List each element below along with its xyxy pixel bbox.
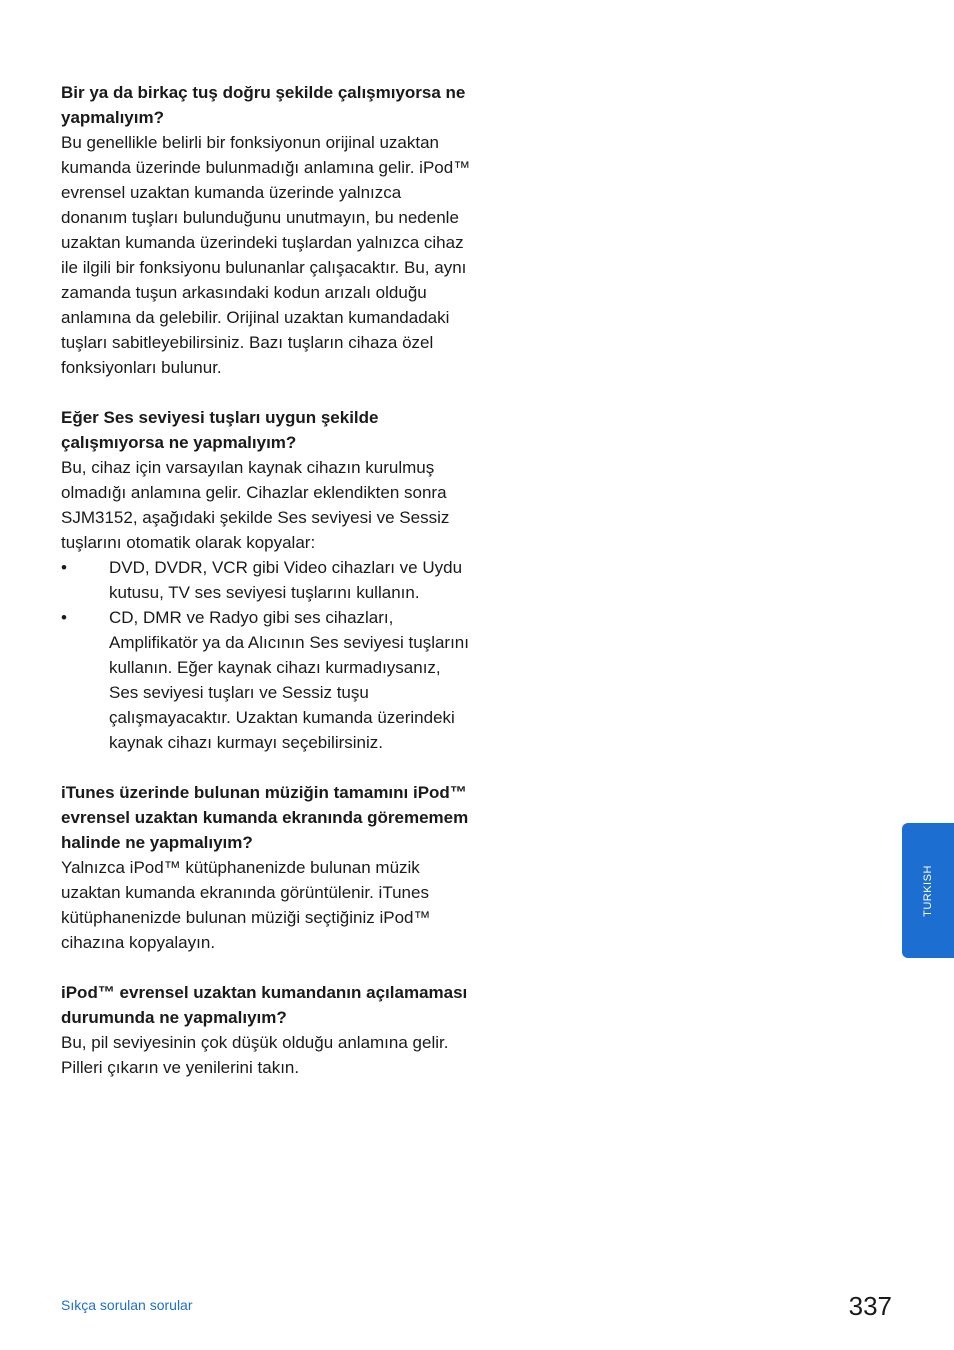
bullet-list [61,555,471,755]
list-item-text: CD, DMR ve Radyo gibi ses cihazları, Amplifikatör ya da Alıcının Ses seviyesi tuşlarını kullanın. Eğer kaynak cihazı kurmadıysanız, Ses seviyesi tuşları ve Sessiz tuşu çalışmayacaktır. Uzaktan kumanda üzerindeki kaynak cihazı kurmayı seçebilirsiniz. [109,608,469,752]
faq-section [61,780,471,955]
language-tab-label: TURKISH [922,864,934,917]
bullet-point: • [61,558,67,577]
faq-section [61,405,471,755]
page-number: 337 [848,1291,892,1321]
faq-question-heading: iTunes üzerinde bulunan müziğin tamamını iPod™ evrensel uzaktan kumanda ekranında görememem halinde ne yapmalıyım? [61,783,469,852]
list-item-text: DVD, DVDR, VCR gibi Video cihazları ve Uydu kutusu, TV ses seviyesi tuşlarını kullanın. [109,558,463,602]
bullet-point: • [61,608,67,627]
faq-question-heading: Bir ya da birkaç tuş doğru şekilde çalışmıyorsa ne yapmalıyım? [61,83,466,127]
list-item [61,555,471,605]
faq-answer-text: Bu, cihaz için varsayılan kaynak cihazın kurulmuş olmadığı anlamına gelir. Cihazlar eklendikten sonra SJM3152, aşağıdaki şekilde Ses seviyesi ve Sessiz tuşlarını otomatik olarak kopyalar: [61,458,450,552]
footer-section-label: Sıkça sorulan sorular [61,1297,193,1313]
faq-content [61,80,471,1105]
language-side-tab [902,823,954,958]
faq-question-heading: iPod™ evrensel uzaktan kumandanın açılamaması durumunda ne yapmalıyım? [61,983,468,1027]
faq-section [61,980,471,1080]
faq-section [61,80,471,380]
faq-answer-text: Bu, pil seviyesinin çok düşük olduğu anlamına gelir. Pilleri çıkarın ve yenilerini takın. [61,1033,449,1077]
list-item [61,605,471,755]
faq-answer-text: Yalnızca iPod™ kütüphanenizde bulunan müzik uzaktan kumanda ekranında görüntülenir. iTunes kütüphanenizde bulunan müziği seçtiğiniz iPod™ cihazına kopyalayın. [61,858,431,952]
faq-question-heading: Eğer Ses seviyesi tuşları uygun şekilde çalışmıyorsa ne yapmalıyım? [61,408,379,452]
faq-answer-text: Bu genellikle belirli bir fonksiyonun orijinal uzaktan kumanda üzerinde bulunmadığı anlamına gelir. iPod™ evrensel uzaktan kumanda üzerinde yalnızca donanım tuşları bulunduğunu unutmayın, bu nedenle uzaktan kumanda üzerindeki tuşlardan yalnızca cihaz ile ilgili bir fonksiyonu bulunanlar çalışacaktır. Bu, aynı zamanda tuşun arkasındaki kodun arızalı olduğu anlamına da gelebilir. Orijinal uzaktan kumandadaki tuşları sabitleyebilirsiniz. Bazı tuşların cihaza özel fonksiyonları bulunur. [61,133,471,377]
